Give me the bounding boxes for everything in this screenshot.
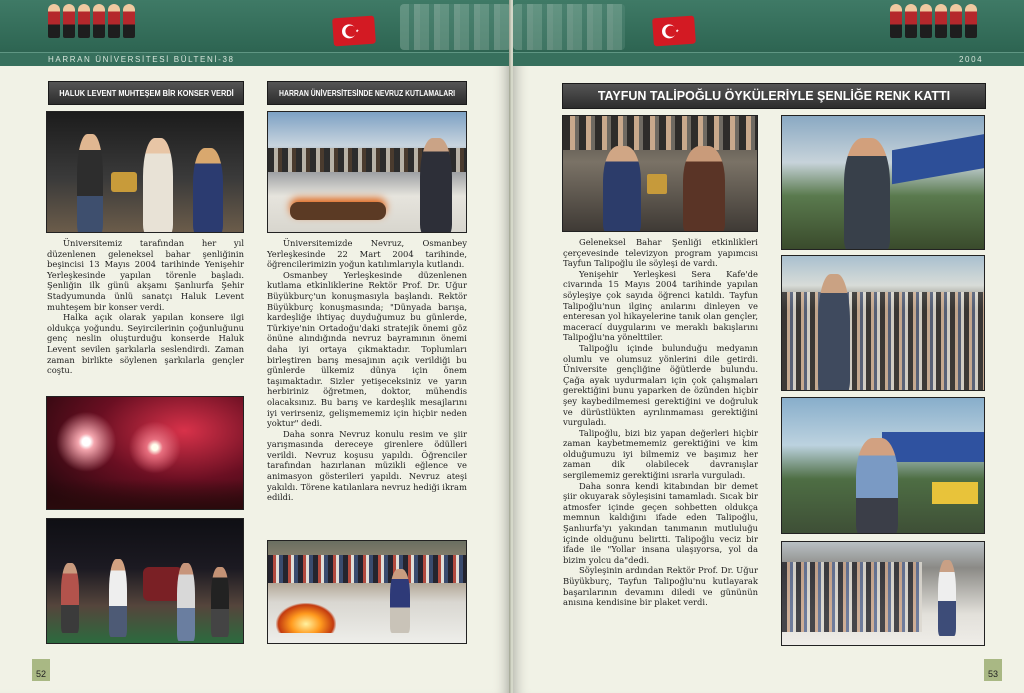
paragraph: Üniversitemizde Nevruz, Osmanbey Yerleşkesinde 22 Mart 2004 tarihinde, öğrencilerimizin yoğun katılımlarıyla kutlandı. bbox=[267, 238, 467, 270]
photo-meeting-handshake bbox=[562, 115, 758, 232]
paragraph: Talipoğlu, bizi biz yapan değerleri hiçbir zaman kaybetmememiz gerektiğini ve kim olduğumuzu iyi bilmemiz ve başımız her zaman dik olabilecek davranışlar sergilememiz gerektiğini ısrarla vurguladı. bbox=[563, 427, 758, 481]
right-page bbox=[513, 0, 1024, 693]
article-title-haluk-levent: HALUK LEVENT MUHTEŞEM BİR KONSER VERDİ bbox=[48, 81, 244, 105]
article-title-nevruz: HARRAN ÜNİVERSİTESİNDE NEVRUZ KUTLAMALARI bbox=[267, 81, 467, 105]
paragraph: Daha sonra kendi kitabından bir demet şiir okuyarak söyleşisini tamamladı. Sıcak bir atmosfer içinde geçen sohbetten oldukça memnun kaldığını ifade eden Talipoğlu, Şanlıurfa'yı yakından tanımanın mutluluğu içinde olduğunu belirtti. Talipoğlu veciz bir ifade ile "Yollar insana ulaşıyorsa, yol da bizim yolcu da"dedi. bbox=[563, 480, 758, 565]
header-year: 2004 bbox=[959, 55, 984, 64]
paragraph: Osmanbey Yerleşkesinde düzenlenen kutlama etkinliklerine Rektör Prof. Dr. Uğur Büyükburç'un konuşmasıyla başlandı. Rektör Büyükburç konuşmasında; "Dünyada barışa, kardeşliğe ihtiyaç duyduğumuz bu günlerde, Türkiye'nin Ortadoğu'daki stratejik önemi göz önüne alındığında nevruz bayramının önemi daha iyi ortaya çıkmaktadır. Toplumları birleştiren barış mesajının açık verildiği bu günlerde ülkemiz dünya için önem taşımaktadır. Sizler yetişeceksiniz ve yarın herbiriniz öğretmen, doktor, mühendis olacaksınız. Bu barış ve kardeşlik mesajlarını iyi verirseniz, gelişmememiz için hiçbir neden yoktur" dedi. bbox=[267, 269, 467, 429]
right-header bbox=[513, 0, 1024, 66]
paragraph: Talipoğlu içinde bulunduğu medyanın olumlu ve olumsuz yönlerini dile getirdi. Üniversite gençliğine öğütlerde bulundu. Çağa ayak uydurmaları için çok çalışmaları gerektiğini bunu yaparken de özünden hiçbir şey kaybedilmemesi gerektiğini ve doğruluk ve dürüstlükten ayrılınmaması gerektiğini vurguladı. bbox=[563, 342, 758, 428]
article-text-nevruz bbox=[267, 238, 467, 503]
paragraph: Yenişehir Yerleşkesi Sera Kafe'de civarında 15 Mayıs 2004 tarihinde yapılan söyleşiye çok sayıda öğrenci katıldı. Tayfun Talipoğlu'nun ilginç anılarını dinleyen ve enteresan yol hikayelerine tanık olan gençler, macerací duygularını ve meraklı bakışlarını Talipoğlu'na yönelttiler. bbox=[563, 268, 758, 343]
photo-speaker-outdoor-2 bbox=[781, 397, 985, 534]
bulletin-title: HARRAN ÜNİVERSİTESİ BÜLTENİ-38 bbox=[48, 55, 235, 64]
paragraph: Üniversitemiz tarafından her yıl düzenlenen geleneksel bahar şenliğinin beşincisi 13 Mayıs 2004 tarihinde Yenişehir Yerleşkesinde yapılan törenle başladı. Şenliğin ilk günü akşamı Şanlıurfa Şehir Stadyumunda ünlü sanatçı Haluk Levent muhteşem bir konser verdi. bbox=[47, 238, 244, 312]
page-number-right: 53 bbox=[984, 659, 1002, 681]
paragraph: Halka açık olarak yapılan konsere ilgi oldukça yoğundu. Seyircilerinin çoğunluğunu genç neslin oluşturduğu konserde Haluk Levent sevilen şarkılarla seslendirdi. Zaman zaman birlikte söylenen şarkılarla gençler coştu. bbox=[47, 312, 244, 376]
article-title-tayfun-talipoglu: TAYFUN TALİPOĞLU ÖYKÜLERİYLE ŞENLİĞE RENK KATTI bbox=[562, 83, 986, 109]
article-text-haluk-levent bbox=[47, 238, 244, 376]
paragraph: Söyleşinin ardından Rektör Prof. Dr. Uğur Büyükburç, Tayfun Talipoğlu'nu kutlayarak başarılarının devamını diledi ve gününün anısına kendisine bir plaket verdi. bbox=[563, 565, 758, 608]
photo-speaker-audience bbox=[781, 541, 985, 646]
header-crowd-image bbox=[513, 4, 625, 50]
page-number-left: 52 bbox=[32, 659, 50, 681]
photo-speaker-outdoor-1 bbox=[781, 115, 985, 250]
left-page bbox=[0, 0, 511, 693]
photo-nevruz-ceremony bbox=[267, 111, 467, 233]
paragraph: Geleneksel Bahar Şenliği etkinlikleri çerçevesinde televizyon program yapımcısı Tayfun Talipoğlu ile söyleşi de vardı. bbox=[563, 237, 758, 269]
paragraph: Daha sonra Nevruz konulu resim ve şiir yarışmasında dereceye girenlere ödülleri verildi. Nevruz koşusu yapıldı. Öğrenciler tarafından hazırlanan müzikli eğlence ve animasyon gösterileri yapıldı. Nevruz ateşi yakıldı. Törene katılanlara nevruz hediği ikram edildi. bbox=[267, 428, 467, 503]
photo-speaker-crowd bbox=[781, 255, 985, 391]
photo-nevruz-crowd bbox=[267, 540, 467, 644]
turkish-flag-icon bbox=[332, 16, 376, 47]
photo-band-performance bbox=[46, 518, 244, 644]
photo-concert-stage bbox=[46, 396, 244, 510]
left-header bbox=[0, 0, 511, 66]
header-crowd-image bbox=[400, 4, 511, 50]
folk-dancers-image bbox=[890, 4, 982, 40]
article-text-tayfun-talipoglu bbox=[563, 237, 758, 608]
folk-dancers-image bbox=[48, 4, 140, 40]
turkish-flag-icon bbox=[652, 16, 696, 47]
photo-award-ceremony bbox=[46, 111, 244, 233]
